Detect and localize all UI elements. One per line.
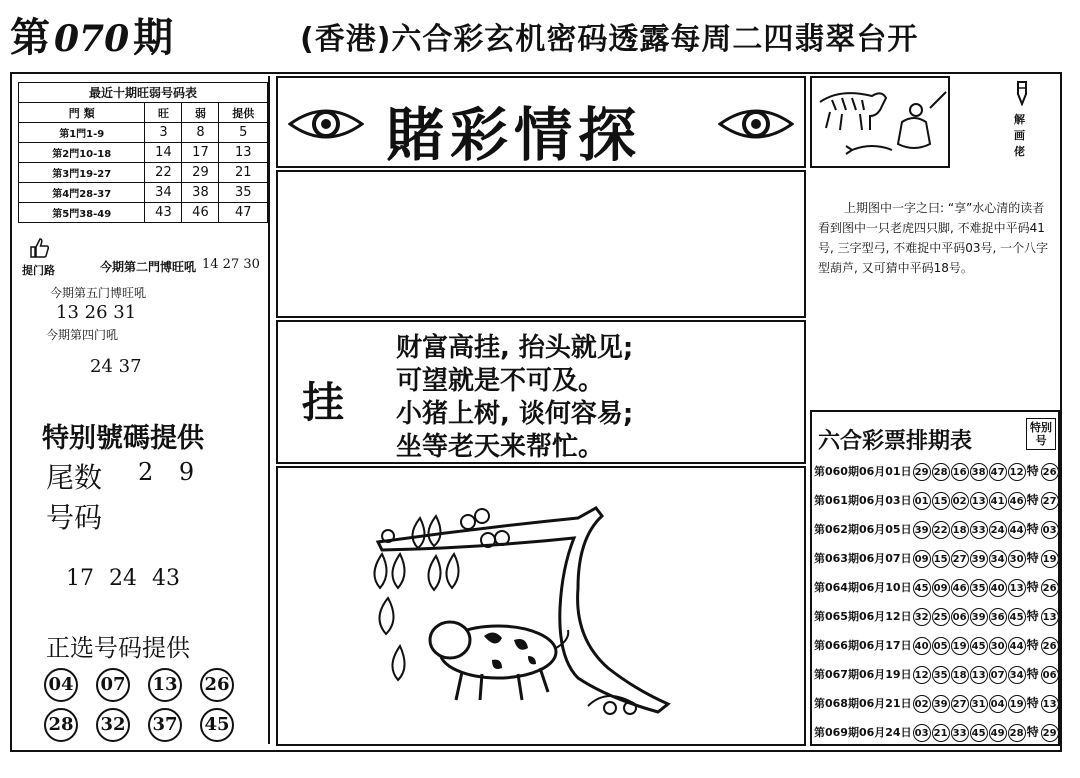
selected-number: 28	[44, 708, 78, 742]
riddle-image-box	[810, 76, 950, 168]
poem-line: 财富高挂, 抬头就见;	[396, 333, 634, 363]
schedule-row: 第065期06月12日 32 25 06 39 36 45 特 13	[814, 607, 1059, 636]
col-header-category: 門 類	[19, 103, 145, 123]
selected-numbers	[44, 668, 264, 702]
schedule-row: 第066期06月17日 40 05 19 45 30 44 特 26	[814, 636, 1059, 665]
table-row: 第2門10-18 14 17 13	[19, 143, 268, 163]
schedule-row: 第060期06月01日 29 28 16 38 47 12 特 26	[814, 462, 1059, 491]
selected-number: 07	[96, 668, 130, 702]
door5-label: 今期第五门博旺吼	[50, 286, 147, 300]
eye-icon	[288, 104, 364, 144]
riddle-label: 解画佬	[1014, 113, 1025, 158]
selected-numbers-row2	[44, 708, 264, 742]
selected-number: 26	[200, 668, 234, 702]
eye-icon	[718, 104, 794, 144]
door4-label: 今期第四门吼	[46, 328, 119, 342]
schedule-row: 第068期06月21日 02 39 27 31 04 19 特 13	[814, 694, 1059, 723]
table-row: 第3門19-27 22 29 21	[19, 163, 268, 183]
schedule-box	[810, 410, 1060, 746]
special-title: 特别號碼提供	[42, 423, 204, 454]
schedule-row: 第061期06月03日 01 15 02 13 41 46 特 27	[814, 491, 1059, 520]
riddle-text: 上期图中一字之曰: “享”水心清的读者看到图中一只老虎四只脚, 不难捉中平码41号, 三字型弓, 不难捉中平码03号, 一个八字型葫芦, 又可猜中平码18号。	[818, 201, 1049, 275]
table-row: 第1門1-9 3 8 5	[19, 123, 268, 143]
issue-suffix: 期	[133, 14, 174, 61]
selected-title: 正选号码提供	[46, 634, 190, 662]
left-column	[14, 76, 270, 744]
poem-box	[276, 320, 806, 464]
selected-number: 45	[200, 708, 234, 742]
selected-number: 37	[148, 708, 182, 742]
pointing-hand-icon	[1012, 80, 1032, 106]
hot-cold-table	[18, 82, 268, 223]
page-title: (香港)六合彩玄机密码透露每周二四翡翠台开	[300, 22, 919, 57]
tree-pig-illustration	[278, 468, 804, 744]
poem-line: 可望就是不可及。	[396, 366, 605, 396]
selected-number: 32	[96, 708, 130, 742]
col-header-provide: 提供	[219, 103, 268, 123]
issue-prefix: 第	[10, 14, 50, 61]
issue-heading	[10, 6, 173, 63]
issue-number: 070	[54, 18, 130, 60]
hot-table-title: 最近十期旺弱号码表	[19, 83, 268, 103]
schedule-title: 六合彩票排期表	[818, 429, 973, 454]
col-header-cold: 弱	[182, 103, 219, 123]
door2-numbers: 14 27 30	[202, 257, 260, 272]
schedule-row: 第062期06月05日 39 22 18 33 24 44 特 03	[814, 520, 1059, 549]
selected-number: 13	[148, 668, 182, 702]
schedule-row: 第069期06月24日 03 21 33 45 49 28 特 29	[814, 723, 1059, 752]
illustration-box	[276, 466, 806, 746]
banner-title: 賭彩情探	[386, 101, 643, 169]
tail-label: 尾数	[46, 461, 103, 494]
special-label: 特别号	[1026, 418, 1056, 450]
selected-number: 04	[44, 668, 78, 702]
table-row: 第5門38-49 43 46 47	[19, 203, 268, 223]
tail-numbers: 2 9	[138, 458, 195, 486]
poem	[396, 332, 633, 464]
door4-numbers: 24 37	[90, 356, 142, 377]
special-numbers: 17 24 43	[66, 566, 180, 591]
poem-line: 坐等老天来帮忙。	[396, 432, 605, 462]
table-row: 第4門28-37 34 38 35	[19, 183, 268, 203]
tiger-gourd-illustration	[812, 78, 948, 166]
hang-char: 挂	[302, 378, 345, 427]
schedule-row: 第067期06月19日 12 35 18 13 07 34 特 06	[814, 665, 1059, 694]
schedule-row: 第064期06月10日 45 09 46 35 40 13 特 26	[814, 578, 1059, 607]
door2-label: 今期第二門博旺吼	[100, 260, 197, 274]
number-label: 号码	[46, 501, 103, 534]
banner-box	[276, 76, 806, 168]
tips-label: 提门路	[22, 264, 55, 277]
door5-numbers: 13 26 31	[56, 302, 137, 323]
blank-box	[276, 170, 806, 318]
thumbs-up-icon	[28, 236, 52, 260]
col-header-hot: 旺	[145, 103, 182, 123]
schedule-row: 第063期06月07日 09 15 27 39 34 30 特 19	[814, 549, 1059, 578]
poem-line: 小猪上树, 谈何容易;	[396, 399, 634, 429]
schedule-rows	[814, 462, 1059, 752]
